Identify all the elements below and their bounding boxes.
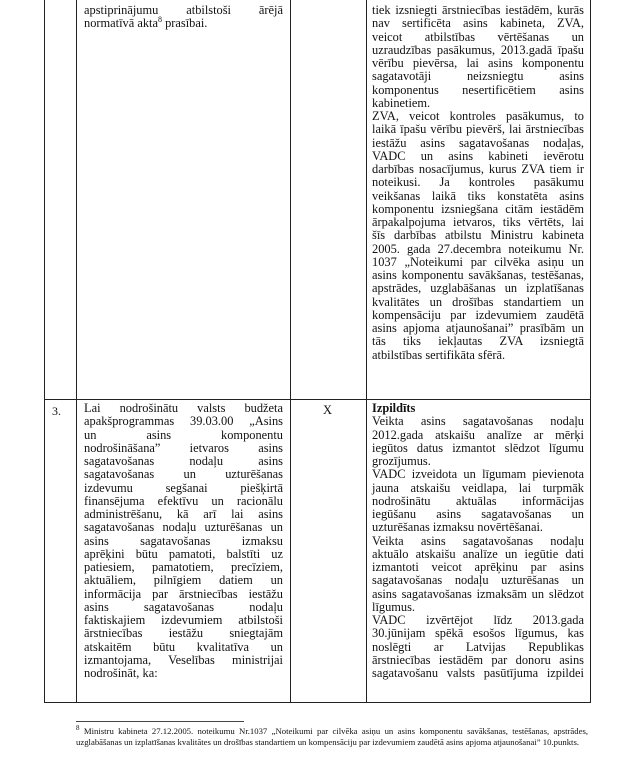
- row-top-status-line: asins komponentu savākšanas, testēšanas,: [372, 268, 584, 282]
- row-3-status-line: VADC izvērtējot līdz 2013.gada: [372, 613, 584, 627]
- footnote-separator: [76, 721, 244, 722]
- row-3-number: 3.: [52, 404, 61, 418]
- row-3-status-line: izmantoti veicot aprēķinu par asins: [372, 560, 584, 574]
- row-3-status-line: sagatavošanu valsts pasūtījuma izpildei: [372, 666, 584, 680]
- table-divider-col2: [290, 0, 291, 702]
- row-3-status-heading: Izpildīts: [372, 401, 416, 415]
- table-border-right: [590, 0, 591, 702]
- footnote-text: Ministru kabineta 27.12.2005. noteikumu Nr.1037 „Noteikumi par cilvēka asiņu un asins komponentu savākšanas, testēšanas, apstrādes, uzglabāšanas un izplatīšanas kvalitātes un drošības standartiem un kompensāciju par izdevumiem zaudētā asins apjoma atjaunošanai” 10.punkts.: [76, 726, 588, 747]
- table-border-left: [44, 0, 45, 702]
- row-top-status-line: noteikusi. Ja kontroles pasākumu: [372, 175, 584, 190]
- row-top-status-line: asins apjoma atjaunošanai” prasībām un: [372, 321, 584, 335]
- row-3-requirement-line: informācija par ārstniecības iestāžu: [84, 586, 283, 601]
- row-top-status-line: laikā īpašu vērību pievērš, lai ārstniecības: [372, 122, 584, 137]
- row-3-requirement-line: izmantojama, Veselības ministrijai: [84, 652, 283, 667]
- row-3-status-line: līgumus.: [372, 599, 416, 614]
- row-top-status-line: tās tiks iekļautas ZVA izsniegtā: [372, 334, 584, 349]
- row-3-status-line: noslēgti ar Latvijas Republikas: [372, 639, 584, 654]
- row-top-status-line: VADC un asins kabineti ievērotu: [372, 148, 584, 163]
- row-3-requirement-line: faktiskajiem izdevumiem atbilstoši: [84, 613, 283, 627]
- row-3-x-mark: X: [323, 403, 333, 417]
- footnote: [76, 726, 588, 748]
- row-3-status-line: iegūšanu asins sagatavošanas un: [372, 507, 584, 521]
- row-3-status-line: 2012.gada atskaišu analīze ar mērķi: [372, 427, 584, 442]
- row-3-requirement-line: sagatavošanas un uzturēšanas: [84, 467, 283, 482]
- row-top-status-line: ārpakalpojuma ietvaros, tiks vērtēts, lai: [372, 215, 584, 229]
- row-top-status-line: veicot atbilstības vērtēšanas un: [372, 29, 584, 44]
- row-3-requirement-line: ārstniecības iestāžu sniegtajām: [84, 626, 283, 641]
- row-3-requirement-line: apakšprogrammas 39.03.00 „Asins: [84, 414, 283, 429]
- row-top-status-line: kabinetiem.: [372, 95, 431, 110]
- row-top-status-line: 1037 „Noteikumi par cilvēka asiņu un: [372, 254, 584, 269]
- row-3-requirement-line: sagatavošanas nodaļu asins: [84, 454, 283, 468]
- footnote-reference: 8: [157, 15, 162, 25]
- table-divider-col1: [76, 0, 77, 702]
- row-3-requirement-line: sagatavošanas nodaļu uzturēšanas un: [84, 520, 283, 535]
- row-3-requirement-line: nodrošināt, ka:: [84, 666, 158, 680]
- row-3-requirement-line: aprēķini būtu pamatoti, balstīti uz: [84, 546, 283, 561]
- row-top-requirement-cell: [84, 4, 283, 31]
- row-3-status-line: uzturēšanas izmaksu novērtēšanai.: [372, 520, 543, 535]
- table-divider-col3: [366, 0, 367, 702]
- row-top-status-line: uzraudzības pasākumus, 2013.gadā īpašu: [372, 42, 584, 57]
- row-3-requirement-line: izdevumu segšanai piešķirtā: [84, 480, 283, 495]
- row-top-status-line: komponentus nesertificētiem asins: [372, 82, 584, 97]
- row-top-status-line: vērību pievērsa, lai asins komponentu: [372, 56, 584, 70]
- row-3-status-line: iegūtos datus izmantot slēdzot līgumu: [372, 440, 584, 455]
- row-3-status-line: ārstniecības iestādēm par donoru asins: [372, 652, 584, 667]
- footnote-number: 8: [76, 724, 80, 733]
- row-3-status-line: grozījumus.: [372, 454, 431, 468]
- row-3-requirement-line: finansējuma efektīvu un racionālu: [84, 493, 283, 508]
- row-3-status-line: jauna atskaišu veidlapa, lai turpmāk: [372, 480, 584, 495]
- row-3-status-cell: [372, 402, 584, 680]
- row-3-status-line: asins sagatavošanas izmaksām un slēdzot: [372, 586, 584, 601]
- row-3-status-line: VADC izveidota un līgumam pievienota: [372, 467, 584, 482]
- row-top-status-line: nav sertificēta asins kabineta, ZVA,: [372, 16, 584, 31]
- row-top-status-line: darbības nosacījumus, kurus ZVA tiem ir: [372, 162, 584, 176]
- row-top-status-cell: [372, 4, 584, 362]
- row-3-status-line: 30.jūnijam spēkā esošos līgumus, kas: [372, 626, 584, 641]
- row-3-requirement-line: administrēšanu, kā arī lai asins: [84, 507, 283, 521]
- row-3-requirement-cell: [84, 402, 283, 680]
- row-top-status-line: atbilstības sertifikāta sfērā.: [372, 347, 506, 362]
- row-3-status-line: sagatavošanas nodaļu uzturēšanas un: [372, 573, 584, 588]
- table-row-separator: [44, 399, 591, 400]
- row-top-status-line: kompensāciju par izdevumiem zaudētā: [372, 307, 584, 322]
- row-top-status-line: sagatavotāji neizsniegtu asins: [372, 69, 584, 84]
- row-3-status-line: nodrošinātu aktuālas informācijas: [372, 493, 584, 508]
- row-top-status-line: iestāžu asins sagatavošanas nodaļas,: [372, 135, 584, 150]
- row-top-status-line: šīs darbības atbilstu Ministru kabineta: [372, 228, 584, 243]
- row-3-requirement-line: patiesiem, pamatotiem, precīziem,: [84, 560, 283, 574]
- row-3-requirement-line: nodrošināšana” ietvaros asins: [84, 440, 283, 455]
- row-3-status-line: Veikta asins sagatavošanas nodaļu: [372, 414, 584, 429]
- row-3-status-line: Veikta asins sagatavošanas nodaļu: [372, 533, 584, 548]
- row-3-requirement-line: asins sagatavošanas nodaļu: [84, 599, 283, 614]
- row-3-requirement-line: un asins komponentu: [84, 427, 283, 442]
- row-top-status-line: 2005. gada 27.decembra noteikumu Nr.: [372, 241, 584, 256]
- row-top-status-line: tiek izsniegti ārstniecības iestādēm, kurās: [372, 3, 584, 17]
- row-3-requirement-line: Lai nodrošinātu valsts budžeta: [84, 401, 283, 415]
- row-3-status-line: aktuālo atskaišu analīze un iegūtie dati: [372, 546, 584, 561]
- row-3-requirement-line: asins sagatavošanas izmaksu: [84, 533, 283, 548]
- row-top-requirement-line: apstiprinājumu atbilstoši ārējā: [84, 3, 283, 17]
- row-top-requirement-line: normatīvā akta$^8$ prasībai.: [84, 15, 208, 31]
- row-top-status-line: kvalitātes un drošības standartiem un: [372, 294, 584, 309]
- row-top-status-line: veikšanas laikā tiks konstatēta asins: [372, 188, 584, 203]
- table-border-bottom: [44, 702, 591, 703]
- row-3-requirement-line: atskaitēm būtu kvalitatīva un: [84, 639, 283, 654]
- row-top-status-line: apstrādes, uzglabāšanas un izplatīšanas: [372, 281, 584, 296]
- row-top-status-line: komponentu izsniegšana citām iestādēm: [372, 201, 584, 216]
- row-top-status-line: ZVA, veicot kontroles pasākumus, to: [372, 109, 584, 123]
- row-3-requirement-line: aktuāliem, pilnīgiem datiem un: [84, 573, 283, 588]
